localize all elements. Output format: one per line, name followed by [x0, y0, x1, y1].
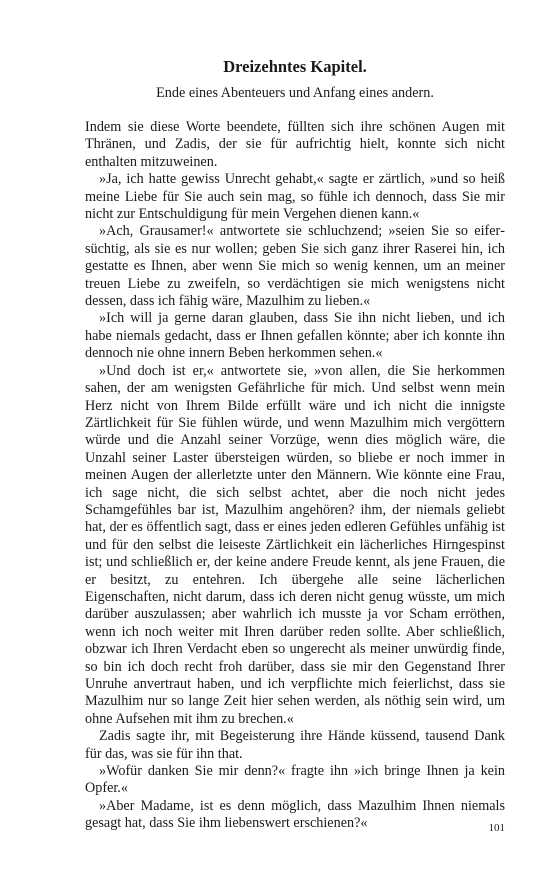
paragraph-3: »Ach, Grausamer!« antwortete sie schluchzend; »seien Sie so eifersüchtig, als sie es nur wollen; geben Sie sich ganz ihrer Raserei hin, ich gestatte es Ihnen, aber wenn Sie mich so wenig kennen, um an meiner treuen Liebe zu zweifeln, so verdächtigen sie mich wenigstens nicht dessen, dass ich fähig wäre, Mazulhim zu lieben.« [85, 223, 505, 310]
book-page [85, 56, 505, 833]
chapter-subtitle: Ende eines Abenteuers und Anfang eines andern. [156, 85, 434, 101]
paragraph-1: Indem sie diese Worte beendete, füllten sich ihre schönen Augen mit Thränen, und Zadis, der sie für aufrichtig hielt, konnte sich nicht enthalten mitzuweinen. [85, 119, 505, 170]
chapter-title: Dreizehntes Kapitel. [223, 57, 367, 76]
paragraph-2: »Ja, ich hatte gewiss Unrecht gehabt,« sagte er zärtlich, »und so heiß meine Liebe für Sie auch sein mag, so fühle ich dennoch, dass Sie mir nicht zur Entschuldigung für mein Vergehen dienen kann.« [85, 171, 505, 223]
body-text [85, 119, 505, 833]
paragraph-4: »Ich will ja gerne daran glauben, dass Sie ihn nicht lieben, und ich habe niemals gedacht, dass er Ihnen gefallen könnte; aber ich konnte ihn dennoch nie ohne innern Beben herkommen sehen.« [85, 310, 505, 362]
paragraph-8: »Aber Madame, ist es denn möglich, dass Mazulhim Ihnen niemals gesagt hat, dass Sie ihm liebenswert erschienen?« [85, 797, 505, 832]
page-number: 101 [488, 822, 505, 834]
paragraph-5: »Und doch ist er,« antwortete sie, »von allen, die Sie herkommen sahen, der am wenigsten Gefährliche für mich. Und selbst wenn mein Herz nicht von Ihrem Bilde erfüllt wäre und ich nicht die innigste Zärtlichkeit für Sie fühlen würde, und wenn Mazulhim mich vergöttern würde und die Anzahl seiner Vorzüge, wenn dies möglich wäre, die Unzahl seiner Laster übersteigen würden, so bliebe er noch immer in meinen Augen der allerletzte unter den Männern. Wie könnte eine Frau, ich sage nicht, die sich selbst achtet, aber die noch nicht jedes Schamgefühles bar ist, Mazulhim angehören? ihm, der niemals geliebt hat, der es öffentlich sagt, dass er eines jeden edleren Gefühles unfähig ist und für den selbst die leiseste Zärtlichkeit ein lächerliches Hirngespinst ist; und schließlich er, der keine andere Freude kennt, als jene Frauen, die er besitzt, zu entehren. Ich übergehe alle seine lächerlichen Eigenschaften, nicht darum, dass ich deren nicht genug wüsste, um mich darüber auszulassen; aber wahrlich ich musste ja vor Scham erröthen, wenn ich noch weiter mit Ihren darüber reden sollte. Aber schließlich, obzwar ich Ihren Verdacht eben so ungerecht als meiner unwürdig finde, so bin ich doch recht froh darüber, dass sie mir den Gegenstand Ihrer Unruhe anvertraut haben, und ich verpflichte mich feierlichst, dass sie Mazulhim nur so lange Zeit hier sehen werden, als nöthig sein wird, um ohne Aufsehen mit ihm zu brechen.« [85, 362, 505, 727]
paragraph-7: »Wofür danken Sie mir denn?« fragte ihn »ich bringe Ihnen ja kein Opfer.« [85, 763, 505, 797]
paragraph-6: Zadis sagte ihr, mit Begeisterung ihre Hände küssend, tausend Dank für das, was sie für ihn that. [85, 728, 505, 762]
